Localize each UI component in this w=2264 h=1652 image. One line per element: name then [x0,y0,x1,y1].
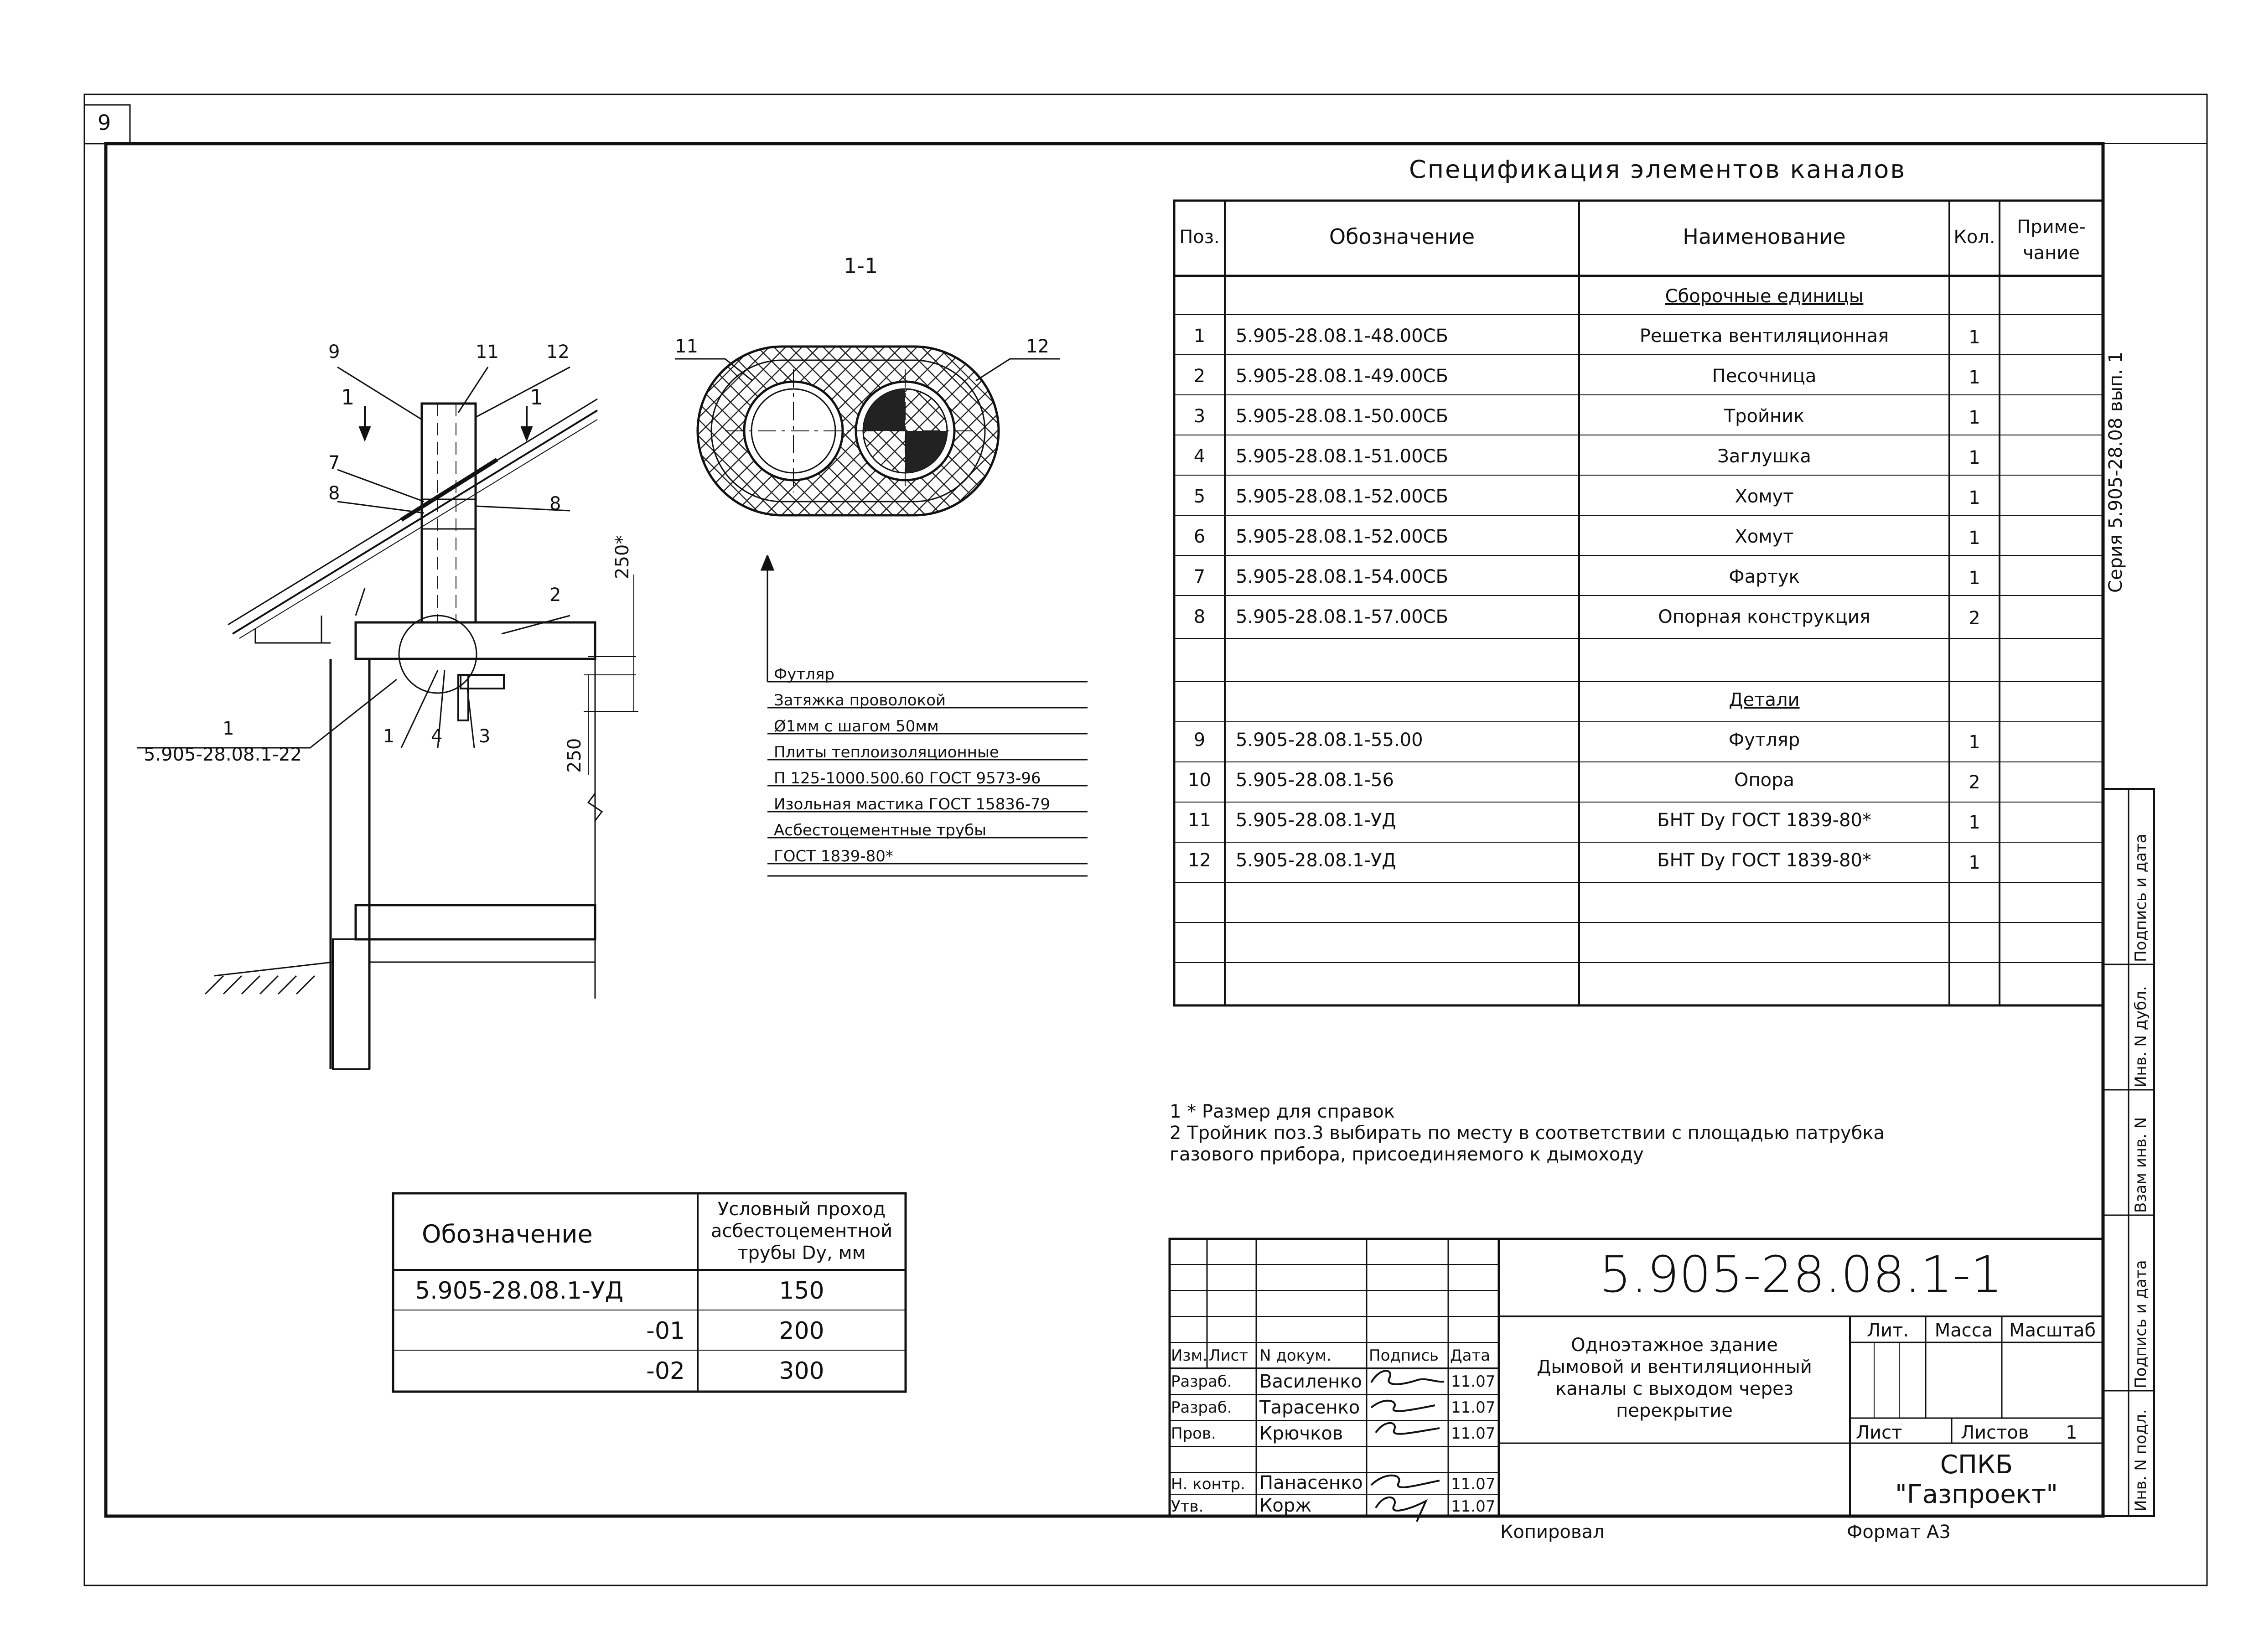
spec-pos: 1 [1193,326,1206,347]
spec-qty: 1 [1969,327,1980,348]
spec-group-parts: Детали [1729,689,1800,710]
spec-designation: 5.905-28.08.1-54.00СБ [1236,566,1448,587]
title-line-3: каналы с выходом через [1555,1378,1793,1399]
dim-250-star: 250* [612,535,633,579]
format-label: Формат А3 [1847,1522,1951,1543]
spec-designation: 5.905-28.08.1-51.00СБ [1236,446,1448,467]
spec-name: Тройник [1724,406,1805,427]
legend-line-7: Асбестоцементные трубы [774,821,986,839]
spec-header-designation: Обозначение [1329,224,1475,249]
variants-designation: -01 [646,1317,685,1345]
callout-reference: 5.905-28.08.1-22 [144,744,302,765]
dim-250: 250 [564,738,585,773]
label-11: 11 [476,342,499,363]
title-line-2: Дымовой и вентиляционный [1537,1357,1812,1378]
spec-designation: 5.905-28.08.1-49.00СБ [1236,366,1448,387]
col-header-doc-number: N докум. [1259,1346,1331,1365]
spec-pos: 6 [1193,526,1206,547]
label-7: 7 [328,452,340,473]
sheet-label: Лист [1856,1422,1902,1443]
spec-qty: 1 [1969,447,1980,468]
section-1-1-drawing [675,347,1060,515]
col-header-date: Дата [1450,1346,1491,1365]
col-header-change: Изм. [1171,1346,1207,1365]
spec-qty: 1 [1969,732,1980,753]
signatory-role: Утв. [1171,1497,1204,1516]
label-4: 4 [431,726,443,747]
spec-name: БНТ Dу ГОСТ 1839-80* [1657,810,1871,831]
signature-4 [1371,1476,1440,1487]
legend-line-1: Футляр [774,665,834,684]
signatures [1367,1364,1449,1524]
spec-name: Заглушка [1717,446,1811,467]
spec-qty: 1 [1969,852,1980,873]
signature-3 [1376,1423,1440,1434]
label-8-right: 8 [549,493,561,514]
spec-designation: 5.905-28.08.1-57.00СБ [1236,606,1448,627]
side-stamp-replace-inv: Взам инв. N [2132,1117,2150,1213]
legend-line-4: Плиты теплоизоляционные [774,743,999,761]
section-label-11: 11 [675,336,698,357]
spec-name: Решетка вентиляционная [1639,326,1889,347]
spec-qty: 2 [1969,772,1980,793]
side-stamp-signature-date: Подпись и дата [2132,1260,2150,1388]
spec-designation: 5.905-28.08.1-56 [1236,770,1394,791]
label-1: 1 [383,726,395,747]
spec-pos: 9 [1193,730,1206,751]
note-2: 2 Тройник поз.3 выбирать по месту в соответствии с площадью патрубка [1170,1123,1885,1144]
spec-pos: 2 [1193,366,1206,387]
org-line-2: "Газпроект" [1895,1480,2058,1509]
signature-5 [1376,1497,1426,1522]
spec-header-note-2: чание [2023,243,2080,264]
spec-header-qty: Кол. [1953,227,1995,248]
spec-pos: 10 [1188,770,1211,791]
spec-name: Песочница [1712,366,1817,387]
label-9: 9 [328,342,340,363]
document-number: 5.905-28.08.1-1 [1599,1245,2003,1304]
spec-name: Фартук [1729,566,1800,587]
title-line-4: перекрытие [1616,1400,1733,1421]
spec-qty: 1 [1969,407,1980,428]
spec-qty: 1 [1969,812,1980,833]
col-header-sheet: Лист [1209,1346,1249,1365]
sheet-number: 9 [98,110,111,135]
variants-dy: 300 [779,1357,824,1385]
spec-pos: 7 [1193,566,1206,587]
spec-qty: 1 [1969,568,1980,589]
spec-pos: 4 [1193,446,1206,467]
spec-pos: 5 [1193,486,1206,507]
mass-label: Масса [1934,1320,1993,1341]
spec-qty: 1 [1969,528,1980,549]
spec-name: Опора [1734,770,1794,791]
col-header-signature: Подпись [1369,1346,1439,1365]
signatory-date: 11.07 [1451,1398,1496,1417]
spec-qty: 1 [1969,367,1980,388]
spec-name: Хомут [1735,526,1794,547]
note-2-cont: газового прибора, присоединяемого к дымоходу [1170,1144,1644,1165]
spec-group-assemblies: Сборочные единицы [1665,286,1864,307]
signatory-role: Разраб. [1171,1398,1232,1417]
spec-qty: 2 [1969,608,1980,629]
series-text: Серия 5.905-28.08 вып. 1 [2105,351,2126,593]
spec-designation: 5.905-28.08.1-52.00СБ [1236,486,1448,507]
signatory-name: Тарасенко [1259,1397,1360,1418]
variants-header-dy-3: трубы Dу, мм [737,1243,866,1264]
signatory-date: 11.07 [1451,1424,1496,1443]
signatory-name: Василенко [1259,1371,1362,1392]
signatory-date: 11.07 [1451,1372,1496,1391]
spec-designation: 5.905-28.08.1-52.00СБ [1236,526,1448,547]
signature-1 [1371,1371,1444,1384]
scale-label: Масштаб [2009,1320,2096,1341]
spec-name: Опорная конструкция [1658,606,1870,627]
side-stamp-signature-date-top: Подпись и дата [2132,834,2150,962]
variants-header-dy-2: асбестоцементной [710,1221,893,1242]
label-12: 12 [546,342,570,363]
copied-label: Копировал [1500,1522,1605,1543]
legend-line-6: Изольная мастика ГОСТ 15836-79 [774,795,1051,813]
sheets-label: Листов [1961,1422,2029,1443]
signatory-date: 11.07 [1451,1475,1496,1493]
signatory-name: Крючков [1259,1423,1343,1444]
spec-name: Футляр [1728,730,1800,751]
variants-dy: 200 [779,1317,824,1345]
side-stamp-dup-inv: Инв. N дубл. [2132,986,2150,1088]
spec-qty: 1 [1969,487,1980,508]
stage-label: Лит. [1866,1320,1909,1341]
legend-line-8: ГОСТ 1839-80* [774,847,893,865]
spec-pos: 11 [1188,810,1211,831]
variants-designation: -02 [646,1357,685,1385]
spec-header-name: Наименование [1683,224,1846,249]
variants-designation: 5.905-28.08.1-УД [415,1277,624,1305]
org-line-1: СПКБ [1940,1450,2013,1480]
signatory-name: Панасенко [1259,1472,1363,1493]
elevation-drawing [137,367,638,1069]
spec-header-note-1: Приме- [2017,217,2086,238]
legend-line-5: П 125-1000.500.60 ГОСТ 9573-96 [774,769,1041,787]
spec-pos: 8 [1193,606,1206,627]
cut-mark-right: 1 [530,385,544,409]
cut-mark-left: 1 [341,385,355,409]
signatory-role: Н. контр. [1171,1475,1245,1493]
spec-designation: 5.905-28.08.1-55.00 [1236,730,1423,751]
variants-header-dy-1: Условный проход [717,1199,886,1220]
spec-table-lines [1174,201,2103,1005]
sheets-value: 1 [2066,1422,2077,1443]
variants-dy: 150 [779,1277,824,1305]
spec-name: БНТ Dу ГОСТ 1839-80* [1657,850,1871,871]
label-3: 3 [479,726,491,747]
spec-header-pos: Поз. [1179,227,1220,248]
label-8-left: 8 [328,483,340,504]
title-line-1: Одноэтажное здание [1571,1335,1778,1356]
signature-2 [1371,1401,1435,1411]
signatory-date: 11.07 [1451,1497,1496,1516]
spec-designation: 5.905-28.08.1-УД [1236,850,1396,871]
section-label: 1-1 [844,254,878,278]
side-stamp-original-inv: Инв. N подл. [2132,1409,2150,1512]
section-label-12: 12 [1026,336,1049,357]
legend-line-3: Ø1мм с шагом 50мм [774,717,939,735]
spec-name: Хомут [1735,486,1794,507]
signatory-name: Корж [1259,1495,1312,1516]
signatory-role: Разраб. [1171,1372,1232,1391]
spec-designation: 5.905-28.08.1-48.00СБ [1236,326,1448,347]
note-1: 1 * Размер для справок [1170,1101,1395,1122]
spec-pos: 3 [1193,406,1206,427]
legend-line-2: Затяжка проволокой [774,691,946,709]
spec-title: Спецификация элементов каналов [1409,155,1907,184]
spec-designation: 5.905-28.08.1-УД [1236,810,1396,831]
signatory-role: Пров. [1171,1424,1216,1443]
label-2: 2 [549,585,561,606]
callout-number: 1 [223,718,234,739]
spec-pos: 12 [1188,850,1211,871]
variants-header-designation: Обозначение [422,1220,593,1248]
spec-designation: 5.905-28.08.1-50.00СБ [1236,406,1448,427]
